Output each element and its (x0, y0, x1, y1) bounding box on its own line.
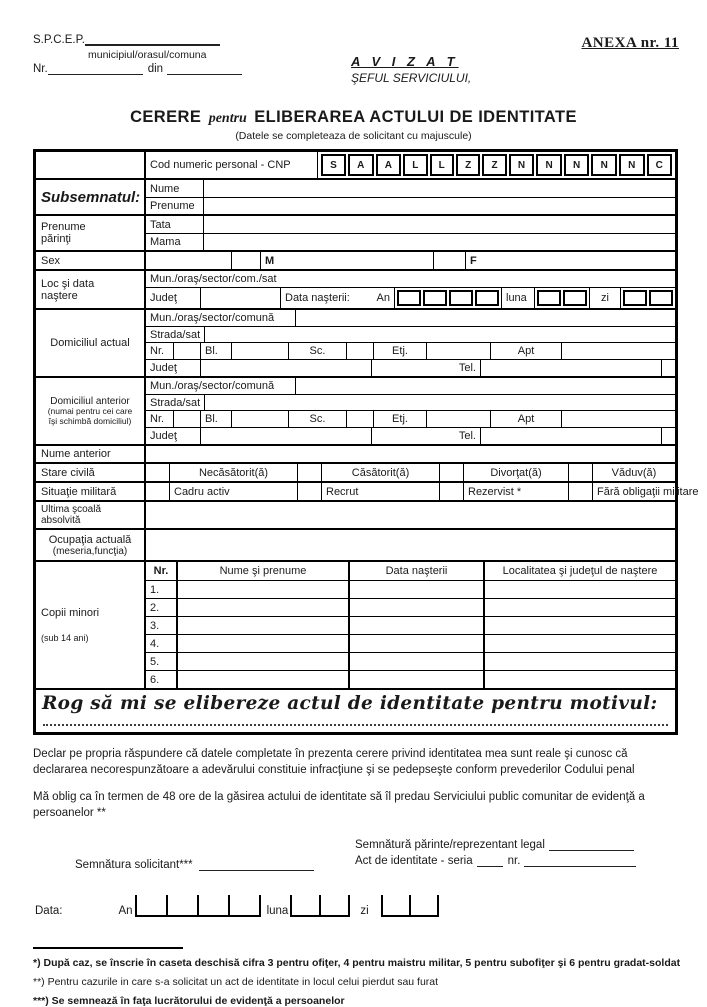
dom-actual-strada-label: Strada/sat (146, 327, 205, 342)
zi-box (649, 290, 673, 306)
situatie-checkbox-cell (298, 483, 322, 500)
data-nasterii-label: Data naşterii: (285, 292, 350, 304)
copii-row-number: 4. (146, 635, 178, 652)
sex-section (36, 250, 675, 269)
loc-nastere-mun-label: Mun./oraş/sector/com./sat (150, 273, 277, 285)
footnote-divider-line (33, 947, 183, 949)
copii-minori-label-line2: (sub 14 ani) (41, 633, 89, 643)
nr-blank-line (48, 64, 143, 75)
copii-row (146, 616, 675, 634)
dom-actual-judet-label: Judeţ (146, 360, 201, 376)
cnp-boxes (318, 152, 675, 178)
copii-data-cell (350, 617, 485, 634)
cnp-box: A (348, 154, 374, 176)
data-zi-boxes (381, 895, 439, 917)
copii-nume-cell (178, 653, 350, 670)
data-an-label: An (118, 905, 133, 918)
dom-anterior-sc-input (347, 411, 374, 427)
dom-anterior-bl-input (232, 411, 289, 427)
title-part-2: ELIBERAREA ACTULUI DE IDENTITATE (254, 108, 577, 126)
nr-label: Nr. (33, 63, 48, 75)
copii-minori-label-line1: Copii minori (41, 607, 100, 619)
copii-localitate-cell (485, 581, 675, 598)
nume-anterior-input (146, 446, 675, 462)
cnp-box: L (403, 154, 427, 176)
avizat-label: A V I Z A T (351, 54, 459, 69)
copii-row-number: 3. (146, 617, 178, 634)
form-title (0, 108, 707, 127)
dom-anterior-nr-input (174, 411, 201, 427)
copii-row-number: 5. (146, 653, 178, 670)
sex-blank-cell (146, 252, 232, 269)
parinti-label-line1: Prenume (41, 221, 86, 233)
dom-actual-sc-label: Sc. (289, 343, 347, 359)
declaration-paragraph: Declar pe propria răspundere că datele completate în prezenta cerere privind identitatea mea sunt reale şi cunosc că declararea necorespunzătoare a adevărului constituie infracţiune şi se pedepseşte conform prevederilor Codului penal (33, 748, 635, 776)
approval-block (351, 54, 471, 85)
ultima-scoala-input (146, 502, 675, 518)
dom-actual-tel-input (481, 360, 662, 376)
copii-header-nr: Nr. (146, 562, 178, 580)
copii-minori-section (36, 560, 675, 688)
dom-anterior-strada-label: Strada/sat (146, 395, 205, 410)
dom-actual-nr-input (174, 343, 201, 359)
copii-row-number: 6. (146, 671, 178, 688)
title-part-pentru: pentru (208, 111, 247, 126)
domiciliul-anterior-label-line3: îşi schimbă domiciliul) (48, 415, 132, 426)
copii-nume-cell (178, 617, 350, 634)
din-label: din (147, 63, 164, 75)
copii-localitate-cell (485, 653, 675, 670)
an-box (397, 290, 421, 306)
zi-box (623, 290, 647, 306)
an-box (449, 290, 473, 306)
copii-nume-cell (178, 581, 350, 598)
copii-data-cell (350, 599, 485, 616)
stare-option-vaduv: Văduv(ă) (611, 466, 657, 479)
dom-actual-nr-label: Nr. (146, 343, 174, 359)
nume-anterior-section (36, 444, 675, 462)
situatie-checkbox-cell (146, 483, 170, 500)
stare-checkbox-cell (298, 464, 322, 481)
dom-anterior-tel-input (481, 428, 662, 444)
ocupatia-section (36, 528, 675, 560)
subsemnatul-label: Subsemnatul: (41, 188, 141, 206)
stare-option-casatorit: Căsătorit(ă) (322, 464, 440, 481)
situatie-checkbox-cell (569, 483, 593, 500)
dom-actual-sc-input (347, 343, 374, 359)
domiciliul-actual-section (36, 308, 675, 376)
dom-actual-mun-label: Mun./oraş/sector/comună (146, 310, 296, 326)
seria-line (477, 856, 503, 867)
tata-input-area (204, 216, 675, 233)
cnp-box: C (647, 154, 673, 176)
dom-actual-bl-input (232, 343, 289, 359)
copii-header-nume: Nume şi prenume (178, 562, 350, 580)
cnp-box: N (591, 154, 617, 176)
dom-actual-tel-label: Tel. (372, 360, 481, 376)
domiciliul-actual-label: Domiciliul actual (50, 337, 130, 349)
copii-nume-cell (178, 599, 350, 616)
data-label: Data: (35, 905, 63, 918)
copii-localitate-cell (485, 671, 675, 688)
an-box (423, 290, 447, 306)
dom-actual-apt-label: Apt (491, 343, 562, 359)
dom-actual-judet-input (201, 360, 372, 376)
title-part-1: CERERE (130, 108, 202, 126)
an-box (475, 290, 499, 306)
copii-localitate-cell (485, 599, 675, 616)
copii-row (146, 634, 675, 652)
zi-boxes (621, 288, 675, 308)
cnp-box: N (509, 154, 535, 176)
copii-localitate-cell (485, 635, 675, 652)
copii-row-number: 2. (146, 599, 178, 616)
act-nr-label: nr. (507, 855, 521, 868)
cnp-box: A (376, 154, 402, 176)
zi-label: zi (589, 288, 621, 308)
copii-data-cell (350, 653, 485, 670)
dom-anterior-apt-label: Apt (491, 411, 562, 427)
copii-data-cell (350, 581, 485, 598)
motiv-dotted-line (43, 716, 668, 726)
loc-nastere-section (36, 269, 675, 308)
parinti-label-line2: părinţi (41, 233, 71, 245)
sex-f-label: F (470, 254, 477, 267)
form-header (33, 34, 679, 100)
an-boxes (395, 288, 501, 308)
data-an-boxes (135, 895, 261, 917)
anexa-label: ANEXA nr. 11 (581, 35, 679, 51)
cnp-label: Cod numeric personal - CNP (146, 152, 318, 178)
an-label: An (376, 292, 390, 304)
stare-option-divortat: Divorţat(ă) (464, 464, 569, 481)
ocupatia-label-line2: (meseria,funcţia) (52, 545, 128, 557)
dom-anterior-tel-label: Tel. (372, 428, 481, 444)
domiciliul-anterior-label-line2: (numai pentru cei care (47, 405, 133, 416)
semnatura-solicitant-line (199, 860, 314, 871)
dom-actual-apt-input (562, 343, 675, 359)
dom-anterior-mun-label: Mun./oraş/sector/comună (146, 378, 296, 394)
copii-row (146, 652, 675, 670)
loc-nastere-label-line2: naştere (41, 289, 78, 302)
dom-anterior-bl-label: Bl. (201, 411, 232, 427)
spcep-label: S.P.C.E.P. (33, 34, 85, 46)
sex-label: Sex (41, 254, 60, 267)
dom-anterior-nr-label: Nr. (146, 411, 174, 427)
prenume-input-area (204, 198, 675, 214)
spcep-blank-line (85, 35, 220, 46)
sex-f-checkbox-cell (434, 252, 466, 269)
ocupatia-label-line1: Ocupaţia actuală (48, 533, 132, 546)
dom-actual-etj-input (427, 343, 491, 359)
dom-actual-strada-input (205, 327, 675, 342)
cnp-section (36, 152, 675, 178)
dom-anterior-apt-input (562, 411, 675, 427)
cnp-left-empty-cell (36, 152, 146, 178)
copii-row-number: 1. (146, 581, 178, 598)
domiciliul-anterior-label-line1: Domiciliul anterior (50, 395, 130, 407)
luna-boxes (535, 288, 589, 308)
service-chief-label: ŞEFUL SERVICIULUI, (351, 71, 472, 85)
nume-label: Nume (146, 180, 204, 197)
luna-label: luna (501, 288, 535, 308)
luna-box (537, 290, 561, 306)
copii-row (146, 670, 675, 688)
mama-label: Mama (146, 234, 204, 250)
cnp-box: S (321, 154, 346, 176)
dom-actual-mun-input (296, 310, 675, 326)
parinti-section (36, 214, 675, 250)
signatures-block (75, 839, 679, 871)
stare-checkbox-cell (146, 464, 170, 481)
copii-localitate-cell (485, 617, 675, 634)
din-blank-line (167, 64, 242, 75)
municipality-label: municipiul/orasul/comuna (88, 49, 207, 61)
situatie-militara-label: Situaţie militară (41, 485, 117, 498)
subsemnatul-section (36, 178, 675, 214)
copii-header-data: Data naşterii (350, 562, 485, 580)
stare-option-necasatorit: Necăsătorit(ă) (170, 464, 298, 481)
cnp-box: Z (482, 154, 506, 176)
copii-row (146, 580, 675, 598)
dom-anterior-sc-label: Sc. (289, 411, 347, 427)
semnatura-parinte-line (549, 840, 634, 851)
semnatura-solicitant-label: Semnătura solicitant*** (75, 859, 193, 872)
copii-data-cell (350, 635, 485, 652)
dom-anterior-end-cell (662, 428, 675, 444)
cnp-box: N (564, 154, 590, 176)
nume-input-area (204, 180, 675, 197)
dom-actual-etj-label: Etj. (374, 343, 427, 359)
situatie-option-cadru-activ: Cadru activ (170, 483, 298, 500)
nume-anterior-label: Nume anterior (41, 448, 111, 460)
dom-actual-end-cell (662, 360, 675, 376)
cnp-box: N (619, 154, 645, 176)
sex-m-label: M (261, 252, 434, 269)
situatie-option-rezervist: Rezervist * (464, 483, 569, 500)
data-luna-label: luna (266, 905, 289, 918)
semnatura-parinte-label: Semnătură părinte/reprezentant legal (355, 839, 545, 852)
form-subtitle: (Datele se completeaza de solicitant cu majuscule) (235, 130, 472, 142)
situatie-option-recrut: Recrut (322, 483, 440, 500)
ocupatia-input (146, 530, 675, 560)
copii-nume-cell (178, 635, 350, 652)
dom-anterior-strada-input (205, 395, 675, 410)
footnotes-block (33, 947, 707, 1007)
stare-civila-label: Stare civilă (41, 466, 95, 479)
copii-nume-cell (178, 671, 350, 688)
situatie-option-fara-obligatii: Fără obligaţii militare (597, 485, 699, 498)
act-nr-line (524, 856, 636, 867)
luna-box (563, 290, 587, 306)
main-form-table (33, 149, 699, 735)
copii-data-cell (350, 671, 485, 688)
loc-nastere-judet-input (201, 288, 281, 308)
footnote-1: *) După caz, se înscrie în caseta deschisă cifra 3 pentru ofiţer, 4 pentru maistru militar, 5 pentru subofiţer şi 6 pentru gradat-soldat (33, 957, 681, 970)
sex-m-checkbox-cell (232, 252, 261, 269)
stare-checkbox-cell (569, 464, 593, 481)
dom-actual-bl-label: Bl. (201, 343, 232, 359)
footnote-3: ***) Se semnează în faţa lucrătorului de evidenţă a persoanelor (33, 995, 345, 1007)
loc-nastere-label-line1: Loc şi data (41, 277, 95, 290)
loc-nastere-judet-label: Judeţ (146, 288, 201, 308)
copii-row (146, 598, 675, 616)
motiv-label: Rog să mi se elibereze actul de identitate pentru motivul: (42, 693, 658, 714)
dom-anterior-judet-input (201, 428, 372, 444)
copii-header-localitate: Localitatea şi judeţul de naştere (502, 565, 658, 577)
tata-label: Tata (146, 216, 204, 233)
ultima-scoala-section (36, 500, 675, 528)
dom-anterior-etj-label: Etj. (374, 411, 427, 427)
obligation-paragraph: Mă oblig ca în termen de 48 ore de la găsirea actului de identitate să îl predau Serviciului public comunitar de evidenţă a persoanelor ** (33, 791, 645, 819)
dom-anterior-mun-input (296, 378, 675, 394)
cnp-box: L (430, 154, 454, 176)
domiciliul-anterior-section (36, 376, 675, 444)
footnote-2: **) Pentru cazurile in care s-a solicitat un act de identitate in locul celui pierdut sau furat (33, 976, 439, 989)
stare-checkbox-cell (440, 464, 464, 481)
stare-civila-section (36, 462, 675, 481)
cnp-box: N (536, 154, 562, 176)
cnp-box: Z (456, 154, 480, 176)
prenume-label: Prenume (146, 198, 204, 214)
act-identitate-label: Act de identitate - seria (355, 855, 473, 868)
situatie-checkbox-cell (440, 483, 464, 500)
data-zi-label: zi (360, 905, 369, 918)
mama-input-area (204, 234, 675, 250)
ultima-scoala-label: Ultima şcoală absolvită (41, 504, 102, 526)
dom-anterior-judet-label: Judeţ (146, 428, 201, 444)
data-luna-boxes (290, 895, 350, 917)
motiv-section (36, 688, 675, 732)
dom-anterior-etj-input (427, 411, 491, 427)
date-block (35, 895, 707, 917)
situatie-militara-section (36, 481, 699, 500)
